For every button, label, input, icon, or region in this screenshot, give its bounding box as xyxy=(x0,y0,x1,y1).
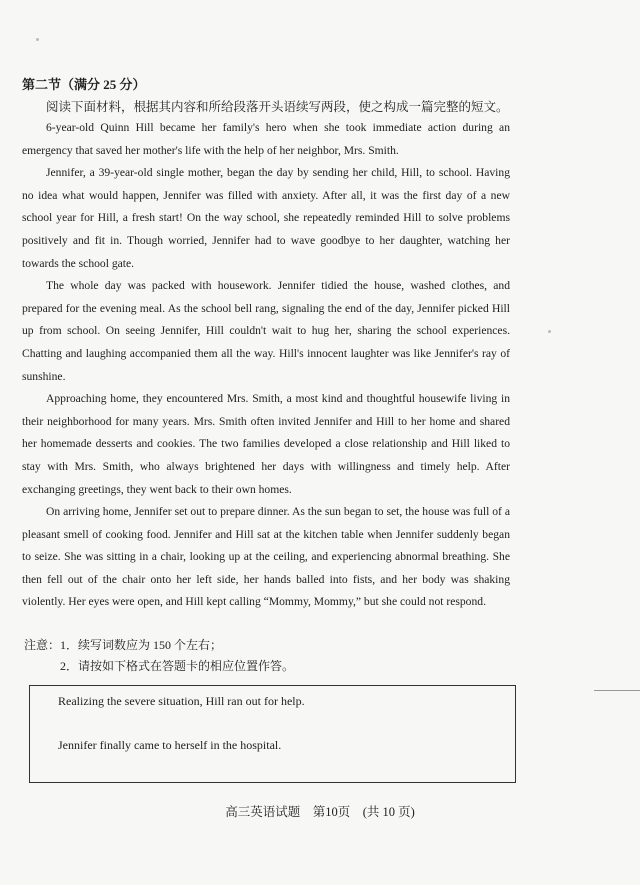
paragraph-opener-2: Jennifer finally came to herself in the hospital. xyxy=(58,738,282,752)
answer-box xyxy=(29,685,516,783)
margin-rule xyxy=(594,690,640,691)
passage xyxy=(22,117,510,614)
passage-paragraph-3: The whole day was packed with housework. Jennifer tidied the house, washed clothes, and prepared for the evening meal. As the school bell rang, signaling the end of the day, Jennifer picked Hill up from school. On seeing Jennifer, Hill couldn't wait to hug her, sharing the school experiences. Chatting and laughing accompanied them all the way. Hill's innocent laughter was like Jennifer's ray of sunshine. xyxy=(22,279,510,383)
scan-speck xyxy=(548,330,551,333)
note-answer-format: 2．请按如下格式在答题卡的相应位置作答。 xyxy=(60,659,295,673)
note-word-count: 注意：1．续写词数应为 150 个左右； xyxy=(24,638,223,652)
paragraph-opener-1: Realizing the severe situation, Hill ran out for help. xyxy=(58,694,305,708)
scan-speck xyxy=(36,38,39,41)
passage-paragraph-5: On arriving home, Jennifer set out to prepare dinner. As the sun began to set, the house was full of a pleasant smell of cooking food. Jennifer and Hill sat at the kitchen table when Jennifer suddenly began to seize. She was sitting in a chair, looking up at the ceiling, and experiencing abnormal breathing. She then fell out of the chair onto her left side, her hands balled into fists, and her body was shaking violently. Her eyes were open, and Hill kept calling “Mommy, Mommy,” but she could not respond. xyxy=(22,505,510,609)
task-instruction: 阅读下面材料，根据其内容和所给段落开头语续写两段，使之构成一篇完整的短文。 xyxy=(46,100,509,114)
passage-paragraph-1: 6-year-old Quinn Hill became her family's hero when she took immediate action during an emergency that saved her mother's life with the help of her neighbor, Mrs. Smith. xyxy=(22,121,510,157)
section-title: 第二节（满分 25 分） xyxy=(22,77,146,92)
passage-paragraph-2: Jennifer, a 39-year-old single mother, began the day by sending her child, Hill, to school. Having no idea what would happen, Jennifer was filled with anxiety. After all, it was the first day of a new school year for Hill, a fresh start! On the way school, she repeatedly reminded Hill to solve problems positively and fit in. Though worried, Jennifer had to wave goodbye to her daughter, watching her towards the school gate. xyxy=(22,166,510,270)
passage-paragraph-4: Approaching home, they encountered Mrs. Smith, a most kind and thoughtful housewife living in their neighborhood for many years. Mrs. Smith often invited Jennifer and Hill to her home and shared her homemade desserts and cookies. The two families developed a close relationship and Hill liked to stay with Mrs. Smith, who always brightened her days with willingness and timely help. After exchanging greetings, they went back to their own homes. xyxy=(22,392,510,496)
notes xyxy=(24,635,294,677)
page-footer: 高三英语试题 第10页 (共 10 页) xyxy=(225,805,415,819)
